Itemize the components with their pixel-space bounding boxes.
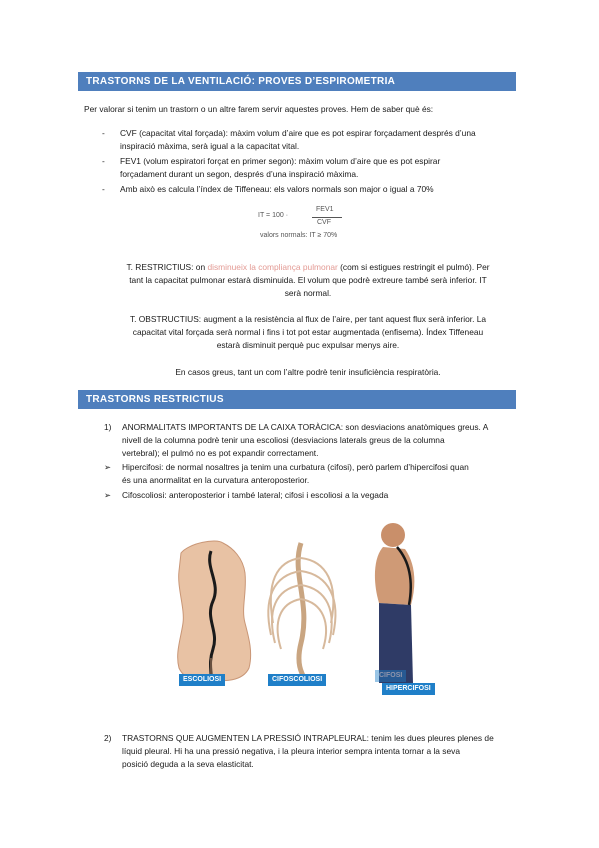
restrictius-paragraph xyxy=(96,261,520,300)
spine-deformities-figure xyxy=(161,513,443,701)
arrow-bullet-icon: ➢ xyxy=(104,462,112,472)
hipercifosi-line1: Hipercifosi: de normal nosaltres ja tenim una curbatura (cifosi), però parlem d’hipercifosi quan xyxy=(122,462,469,472)
item1-line3: vertebral); el pulmó no es pot expandir correctament. xyxy=(122,448,319,458)
item1-line1: ANORMALITATS IMPORTANTS DE LA CAIXA TORÀCICA: son desviacions anatòmiques greus. A xyxy=(122,422,489,432)
item2-text xyxy=(122,732,522,771)
obstructius-line1: T. OBSTRUCTIUS: augment a la resistència al flux de l’aire, per tant aquest flux serà inferior. La xyxy=(129,314,487,324)
tiffeneau-formula xyxy=(258,206,358,244)
formula-normal-values: valors normals: IT ≥ 70% xyxy=(260,232,338,239)
bullet-fev1 xyxy=(102,155,522,181)
item2-number: 2) xyxy=(104,733,112,743)
obstructius-line2: capacitat vital forçada serà normal i fins i tot pot estar augmentada (enfisema). Índex Tiffeneau xyxy=(132,327,484,337)
formula-numerator: FEV1 xyxy=(316,206,334,213)
bullet-dash: - xyxy=(102,156,105,166)
label-cifosi-hidden: CIFOSI xyxy=(375,670,406,682)
cifoscoliosi-line1: Cifoscoliosi: anteroposterior i també lateral; cifosi i escoliosi a la vegada xyxy=(122,490,389,500)
casos-greus-text: En casos greus, tant un com l’altre podrè tenir insuficiència respiratòria. xyxy=(175,367,441,377)
bullet-dash: - xyxy=(102,184,105,194)
bullet-tiffeneau xyxy=(102,183,522,196)
formula-fraction-bar xyxy=(312,217,342,218)
bullet-tiffeneau-line1: Amb això es calcula l’índex de Tiffeneau: els valors normals son major o igual a 70% xyxy=(120,184,434,194)
item2-line1: TRASTORNS QUE AUGMENTEN LA PRESSIÓ INTRAPLEURAL: tenim les dues pleures plenes de xyxy=(122,733,494,743)
intro-text: Per valorar si tenim un trastorn o un altre farem servir aquestes proves. Hem de saber què és: xyxy=(84,104,434,114)
bullet-cvf xyxy=(102,127,522,153)
formula-denominator: CVF xyxy=(317,219,331,226)
obstructius-paragraph xyxy=(96,313,520,352)
item2-line2: líquid pleural. Hi ha una pressió negativa, i la pleura interior sempra intenta tornar a la seva xyxy=(122,746,460,756)
item1-text xyxy=(122,421,522,460)
label-escoliosi: ESCOLIOSI xyxy=(179,674,225,686)
subbullet-cifoscoliosi xyxy=(104,489,524,502)
item1-line2: nivell de la columna podrè tenir una escoliosi (desviacions laterals greus de la columna xyxy=(122,435,445,445)
bullet-cvf-line1: CVF (capacitat vital forçada): màxim volum d’aire que es pot espirar forçadament després d’una xyxy=(120,128,476,138)
label-hipercifosi: HIPERCIFOSI xyxy=(382,683,435,695)
restrictius-line2: tant la capacitat pulmonar estarà disminuida. El volum que podrè extreure també serà inferior. IT xyxy=(129,275,487,285)
restrictius-line1-pre: T. RESTRICTIUS: on xyxy=(126,262,208,272)
bullet-fev1-line1: FEV1 (volum espiratori forçat en primer segon): màxim volum d’aire que es pot espirar xyxy=(120,156,441,166)
bullet-cvf-line2: inspiració màxima, serà igual a la capacitat vital. xyxy=(120,141,300,151)
restrictius-line3: serà normal. xyxy=(284,288,332,298)
hipercifosi-line2: és una anormalitat en la curvatura anteroposterior. xyxy=(122,475,310,485)
item2-line3: posició deguda a la seva elasticitat. xyxy=(122,759,254,769)
restrictius-accent: disminueix la compliança pulmonar xyxy=(207,262,338,272)
label-cifoscoliosi: CIFOSCOLIOSI xyxy=(268,674,326,686)
obstructius-line3: estarà disminuit perquè puc expulsar menys aire. xyxy=(216,340,400,350)
arrow-bullet-icon: ➢ xyxy=(104,490,112,500)
section-header-ventilacio: TRASTORNS DE LA VENTILACIÓ: PROVES D’ESPIROMETRIA xyxy=(78,72,516,91)
restrictius-line1-post: (com si estigues restringit el pulmó). Per xyxy=(337,262,490,272)
item1-number: 1) xyxy=(104,422,112,432)
bullet-fev1-line2: forçadament durant un segon, després d’una inspiració màxima. xyxy=(120,169,359,179)
bullet-dash: - xyxy=(102,128,105,138)
section-header-restrictius: TRASTORNS RESTRICTIUS xyxy=(78,390,516,409)
formula-lhs: IT = 100 · xyxy=(258,212,289,219)
subbullet-hipercifosi xyxy=(104,461,524,487)
cifoscoliosi-illustration xyxy=(268,543,335,681)
escoliosi-illustration xyxy=(178,541,251,681)
hipercifosi-illustration xyxy=(375,523,414,683)
